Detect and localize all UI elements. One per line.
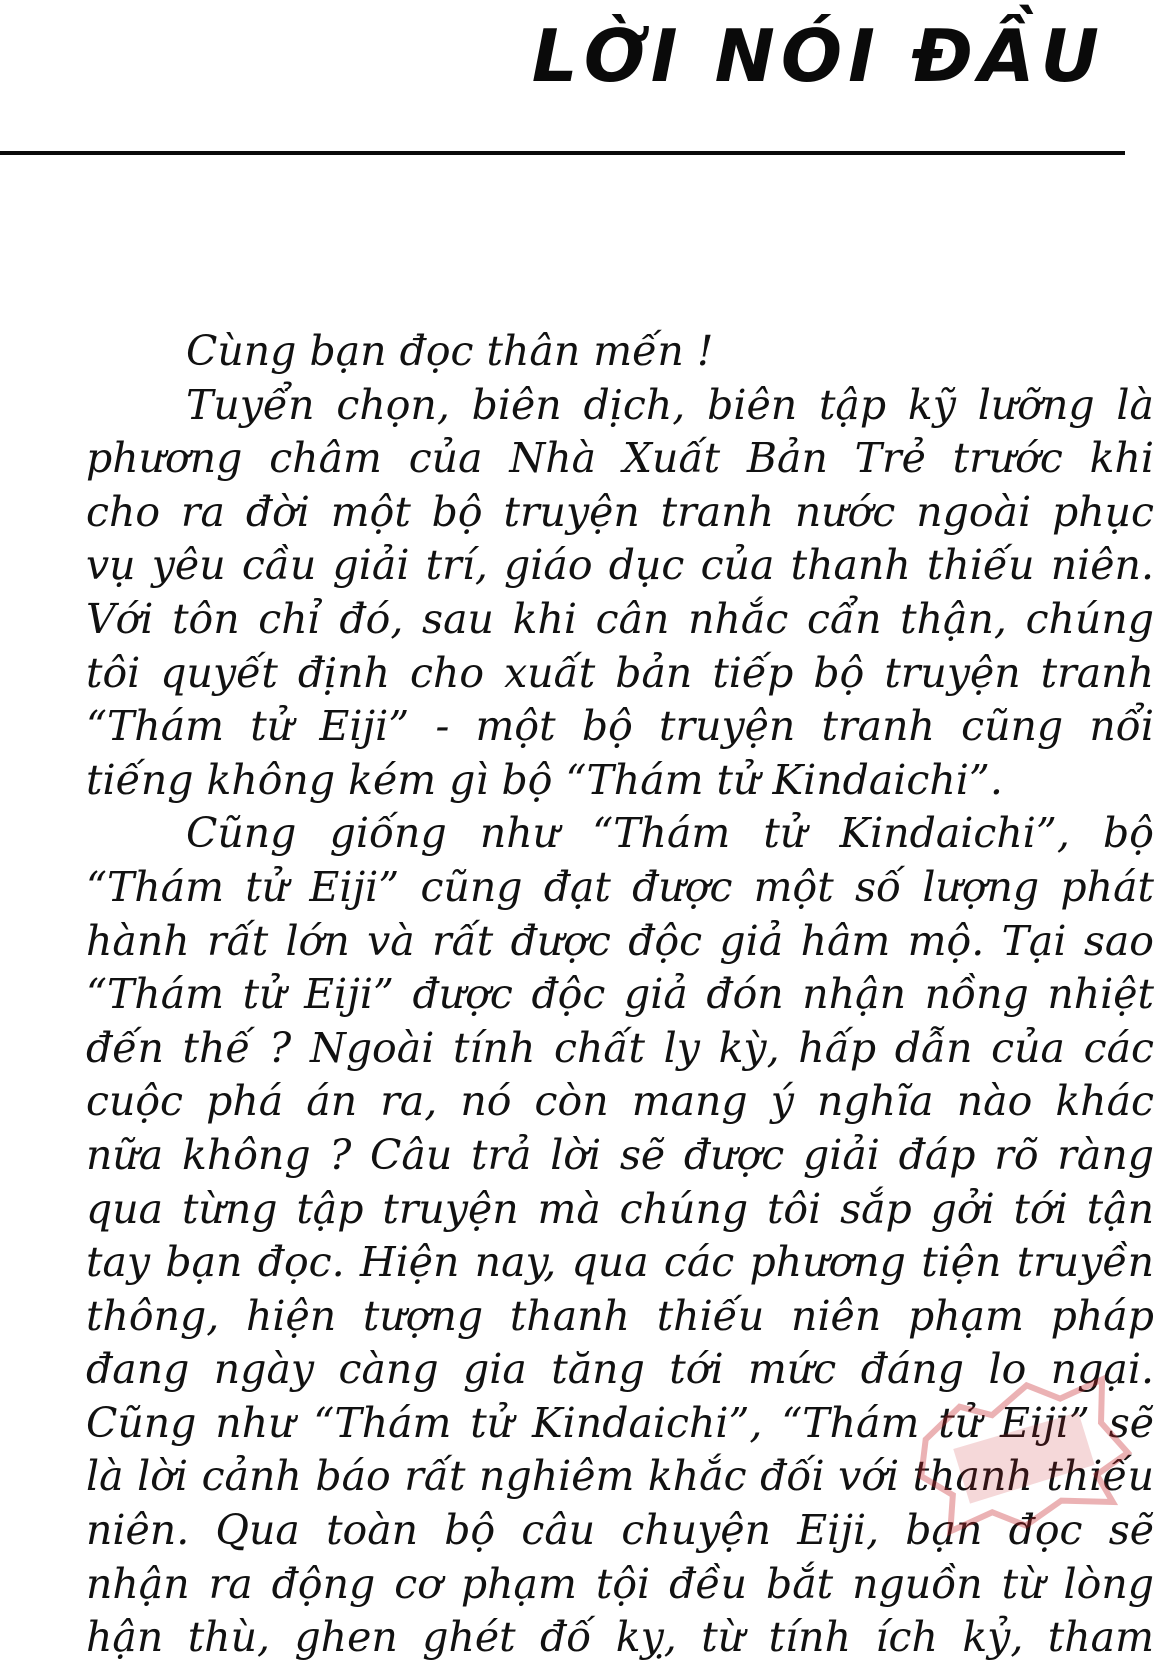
text-line: đang ngày càng gia tăng tới mức đáng lo ngại. xyxy=(86,1345,1154,1394)
text-line: nữa không ? Câu trả lời sẽ được giải đáp rõ ràng xyxy=(86,1130,1154,1179)
text-line: Cùng bạn đọc thân mến ! xyxy=(186,327,714,375)
text-line: hành rất lớn và rất được độc giả hâm mộ. Tại sao xyxy=(86,916,1154,965)
text-line: tay bạn đọc. Hiện nay, qua các phương tiện truyền xyxy=(86,1238,1154,1287)
text-line: đến thế ? Ngoài tính chất ly kỳ, hấp dẫn của các xyxy=(86,1023,1154,1072)
text-line: Với tôn chỉ đó, sau khi cân nhắc cẩn thận, chúng xyxy=(86,594,1154,643)
text-line: “Thám tử Eiji” cũng đạt được một số lượng phát xyxy=(86,862,1154,911)
text-line: Tuyển chọn, biên dịch, biên tập kỹ lưỡng là xyxy=(186,380,1154,429)
text-line: phương châm của Nhà Xuất Bản Trẻ trước khi xyxy=(86,434,1154,483)
text-line: Cũng như “Thám tử Kindaichi”, “Thám tử Eiji” sẽ xyxy=(86,1398,1154,1447)
text-line: là lời cảnh báo rất nghiêm khắc đối với thanh thiếu xyxy=(86,1452,1154,1501)
text-line: niên. Qua toàn bộ câu chuyện Eiji, bạn đọc sẽ xyxy=(86,1506,1154,1555)
text-line: vụ yêu cầu giải trí, giáo dục của thanh thiếu niên. xyxy=(86,541,1154,590)
text-line: qua từng tập truyện mà chúng tôi sắp gởi tới tận xyxy=(86,1184,1154,1233)
text-line: tiếng không kém gì bộ “Thám tử Kindaichi”. xyxy=(86,755,1003,804)
text-line: “Thám tử Eiji” - một bộ truyện tranh cũng nổi xyxy=(86,702,1154,751)
text-line: “Thám tử Eiji” được độc giả đón nhận nồng nhiệt xyxy=(86,970,1154,1019)
text-line: cuộc phá án ra, nó còn mang ý nghĩa nào khác xyxy=(86,1077,1154,1126)
text-line: Cũng giống như “Thám tử Kindaichi”, bộ xyxy=(186,809,1154,858)
text-line: nhận ra động cơ phạm tội đều bắt nguồn từ lòng xyxy=(86,1559,1154,1608)
text-line: thông, hiện tượng thanh thiếu niên phạm pháp xyxy=(86,1291,1154,1340)
stamp-inner xyxy=(951,1411,1097,1505)
page-heading: LỜI NÓI ĐẦU xyxy=(531,14,1105,98)
text-line: cho ra đời một bộ truyện tranh nước ngoài phục xyxy=(86,487,1154,536)
text-line: hận thù, ghen ghét đố kỵ, từ tính ích kỷ, tham xyxy=(86,1613,1154,1662)
text-line: tôi quyết định cho xuất bản tiếp bộ truyện tranh xyxy=(86,648,1154,697)
heading-divider xyxy=(0,151,1125,155)
